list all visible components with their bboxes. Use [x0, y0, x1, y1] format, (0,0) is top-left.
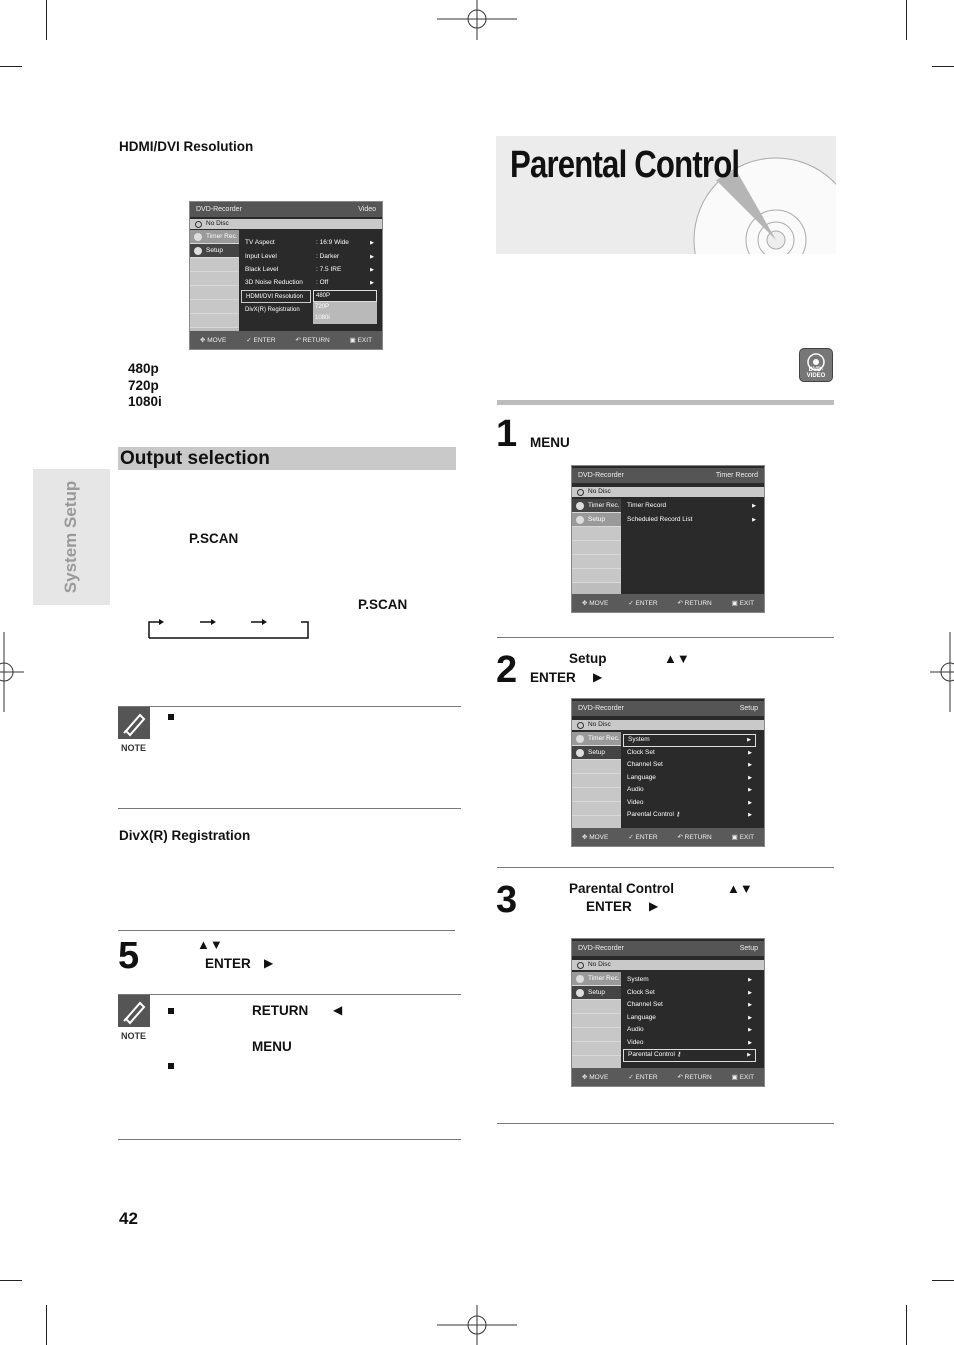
- crop-mark: [46, 0, 47, 40]
- arrow-right-icon: ▶: [264, 956, 274, 970]
- arrow-right-icon: ▶: [747, 1052, 751, 1058]
- osd-setup-menu: DVD-Recorder Setup No Disc Timer Rec. Setup System ▶ Clock Set ▶ Channel Set ▶ Language ▶ Audio ▶ Video ▶ Parental Control ⚷ ▶ ✥ MOVE ✓ ENTER ↶ RETURN ▣ EXIT: [571, 698, 765, 847]
- osd-footer-enter: ✓ ENTER: [246, 337, 276, 344]
- step-number: 5: [118, 935, 140, 977]
- divider: [497, 637, 834, 638]
- crop-mark: [906, 0, 907, 40]
- osd-row: Language ▶: [623, 1012, 756, 1025]
- clock-icon: [576, 502, 584, 510]
- osd-row: 3D Noise Reduction : Off ▶: [241, 277, 378, 290]
- crop-mark: [0, 1280, 22, 1281]
- arrow-right-icon: ▶: [649, 899, 659, 913]
- arrow-right-icon: ▶: [748, 977, 752, 983]
- page-title: Parental Control: [510, 144, 740, 186]
- osd-row: TV Aspect : 16:9 Wide ▶: [241, 237, 378, 250]
- bullet: [168, 1008, 174, 1014]
- clock-icon: [576, 975, 584, 983]
- arrow-right-icon: ▶: [752, 502, 756, 509]
- arrow-right-icon: ▶: [748, 812, 752, 818]
- osd-row: Clock Set ▶: [623, 987, 756, 1000]
- divider: [497, 867, 834, 868]
- osd-options: 480P 720P 1080i: [313, 290, 377, 324]
- arrow-right-icon: ▶: [748, 799, 752, 806]
- osd-title: DVD-Recorder: [196, 206, 242, 213]
- output-selection-title: Output selection: [120, 448, 270, 469]
- crop-mark: [906, 1305, 907, 1345]
- clock-icon: [576, 735, 584, 743]
- arrow-right-icon: ▶: [748, 1014, 752, 1021]
- divx-heading: DivX(R) Registration: [119, 828, 251, 843]
- osd-nodisc: No Disc: [190, 219, 382, 229]
- osd-side-timer: Timer Rec.: [572, 972, 621, 986]
- osd-parental-menu: DVD-Recorder Setup No Disc Timer Rec. Setup System ▶ Clock Set ▶ Channel Set ▶ Language ▶ Audio ▶ Video ▶ Parental Control ⚷ ▶ ✥ MOVE ✓ ENTER ↶ RETURN ▣ EXIT: [571, 938, 765, 1087]
- crop-mark: [46, 1305, 47, 1345]
- note-icon: [118, 707, 150, 739]
- up-down-icon: ▲▼: [727, 881, 753, 896]
- bullet: [168, 714, 174, 720]
- up-down-icon: ▲▼: [664, 651, 690, 666]
- return-label: RETURN: [252, 1003, 309, 1018]
- osd-side-timer: Timer Rec.: [190, 230, 239, 244]
- osd-row-selected: HDMI/DVI Resolution: [241, 290, 311, 303]
- osd-row: Audio ▶: [623, 1024, 756, 1037]
- page-number: 42: [119, 1209, 138, 1228]
- step-number: 1: [496, 413, 518, 455]
- arrow-right-icon: ▶: [748, 1027, 752, 1033]
- cycle-diagram: [145, 614, 313, 640]
- registration-mark: [0, 632, 24, 712]
- resolution-list: [128, 361, 162, 411]
- arrow-right-icon: ▶: [370, 253, 374, 260]
- osd-timer-menu: DVD-Recorder Timer Record No Disc Timer Rec. Setup Timer Record ▶ Scheduled Record List ▶ ✥ MOVE ✓ ENTER ↶ RETURN ▣ EXIT: [571, 465, 765, 613]
- osd-row: Language ▶: [623, 772, 756, 785]
- osd-footer-move: ✥ MOVE: [199, 337, 227, 344]
- resolution-item: 720p: [128, 377, 159, 393]
- arrow-right-icon: ▶: [593, 670, 603, 684]
- arrow-right-icon: ▶: [748, 1002, 752, 1008]
- crop-mark: [932, 1280, 954, 1281]
- osd-footer-exit: ▣ EXIT: [349, 337, 373, 344]
- osd-row: Timer Record ▶: [623, 499, 760, 513]
- registration-mark: [437, 0, 517, 40]
- bullet: [168, 1063, 174, 1069]
- enter-label: ENTER: [586, 899, 632, 914]
- divider: [118, 706, 461, 707]
- resolution-item: 480p: [128, 361, 159, 376]
- arrow-right-icon: ▶: [748, 762, 752, 768]
- gear-icon: [576, 749, 584, 757]
- registration-mark: [437, 1305, 517, 1345]
- dvd-video-badge: DVD-VIDEO: [799, 348, 833, 382]
- enter-label: ENTER: [530, 670, 576, 685]
- arrow-right-icon: ▶: [370, 266, 374, 273]
- arrow-right-icon: ▶: [748, 774, 752, 781]
- arrow-right-icon: ▶: [748, 989, 752, 996]
- arrow-right-icon: ▶: [370, 240, 374, 247]
- key-icon: ⚷: [675, 811, 681, 818]
- osd-row: Channel Set ▶: [623, 999, 756, 1012]
- gear-icon: [576, 989, 584, 997]
- divider: [118, 1139, 461, 1140]
- osd-row: DivX(R) Registration: [245, 306, 300, 313]
- divider: [497, 1123, 834, 1124]
- osd-row: System ▶: [623, 974, 756, 987]
- gear-icon: [194, 247, 202, 255]
- osd-row: Scheduled Record List ▶: [623, 513, 760, 527]
- side-tab: [33, 469, 110, 605]
- output-selection-bar: [118, 447, 456, 470]
- osd-row-selected: System ▶: [623, 734, 756, 747]
- crop-mark: [932, 66, 954, 67]
- resolution-item: 1080i: [128, 394, 162, 409]
- note-label: NOTE: [121, 1031, 147, 1041]
- osd-side-timer: Timer Rec.: [572, 732, 621, 746]
- title-banner: [496, 136, 836, 254]
- osd-side-setup: Setup: [572, 986, 621, 1000]
- osd-row: Black Level : 7.5 IRE ▶: [241, 264, 378, 277]
- osd-side-setup: Setup: [572, 746, 621, 760]
- side-tab-label: System Setup: [61, 480, 80, 594]
- arrow-right-icon: ▶: [370, 280, 374, 287]
- divider: [118, 808, 461, 809]
- osd-section: Video: [358, 206, 376, 213]
- menu-label: MENU: [252, 1039, 292, 1054]
- osd-side-setup: Setup: [190, 244, 239, 258]
- arrow-right-icon: ▶: [752, 516, 756, 523]
- osd-row: Video ▶: [623, 797, 756, 810]
- osd-footer-return: ↶ RETURN: [295, 337, 330, 344]
- osd-row: Channel Set ▶: [623, 759, 756, 772]
- section-bar: [497, 400, 834, 405]
- registration-mark: [930, 632, 954, 712]
- osd-video-menu: [189, 201, 383, 350]
- osd-row-selected: Parental Control ⚷ ▶: [623, 1049, 756, 1062]
- osd-row: Input Level : Darker ▶: [241, 250, 378, 263]
- osd-row: Clock Set ▶: [623, 747, 756, 760]
- arrow-right-icon: ▶: [748, 787, 752, 793]
- pscan-label: P.SCAN: [189, 531, 239, 546]
- divider: [118, 930, 455, 931]
- key-icon: ⚷: [676, 1051, 682, 1058]
- arrow-right-icon: ▶: [747, 737, 751, 743]
- osd-row: Audio ▶: [623, 784, 756, 797]
- gear-icon: [576, 516, 584, 524]
- setup-label: Setup: [569, 651, 607, 666]
- note-icon: [118, 995, 150, 1027]
- note-label: NOTE: [121, 743, 147, 753]
- arrow-right-icon: ▶: [748, 749, 752, 756]
- arrow-right-icon: ▶: [748, 1039, 752, 1046]
- crop-mark: [0, 66, 22, 67]
- menu-label: MENU: [530, 435, 570, 450]
- osd-row: Parental Control ⚷ ▶: [623, 809, 756, 822]
- up-down-icon: ▲▼: [197, 937, 223, 952]
- step-number: 2: [496, 649, 518, 691]
- pscan-label: P.SCAN: [358, 597, 408, 612]
- divider: [118, 994, 461, 995]
- enter-label: ENTER: [205, 956, 251, 971]
- arrow-left-icon: ◀: [333, 1003, 343, 1017]
- parental-label: Parental Control: [569, 881, 675, 896]
- osd-side-timer: Timer Rec.: [572, 499, 621, 513]
- osd-row: Video ▶: [623, 1037, 756, 1050]
- hdmi-heading: HDMI/DVI Resolution: [119, 139, 254, 154]
- step-number: 3: [496, 879, 518, 921]
- osd-side-setup: Setup: [572, 513, 621, 527]
- clock-icon: [194, 233, 202, 241]
